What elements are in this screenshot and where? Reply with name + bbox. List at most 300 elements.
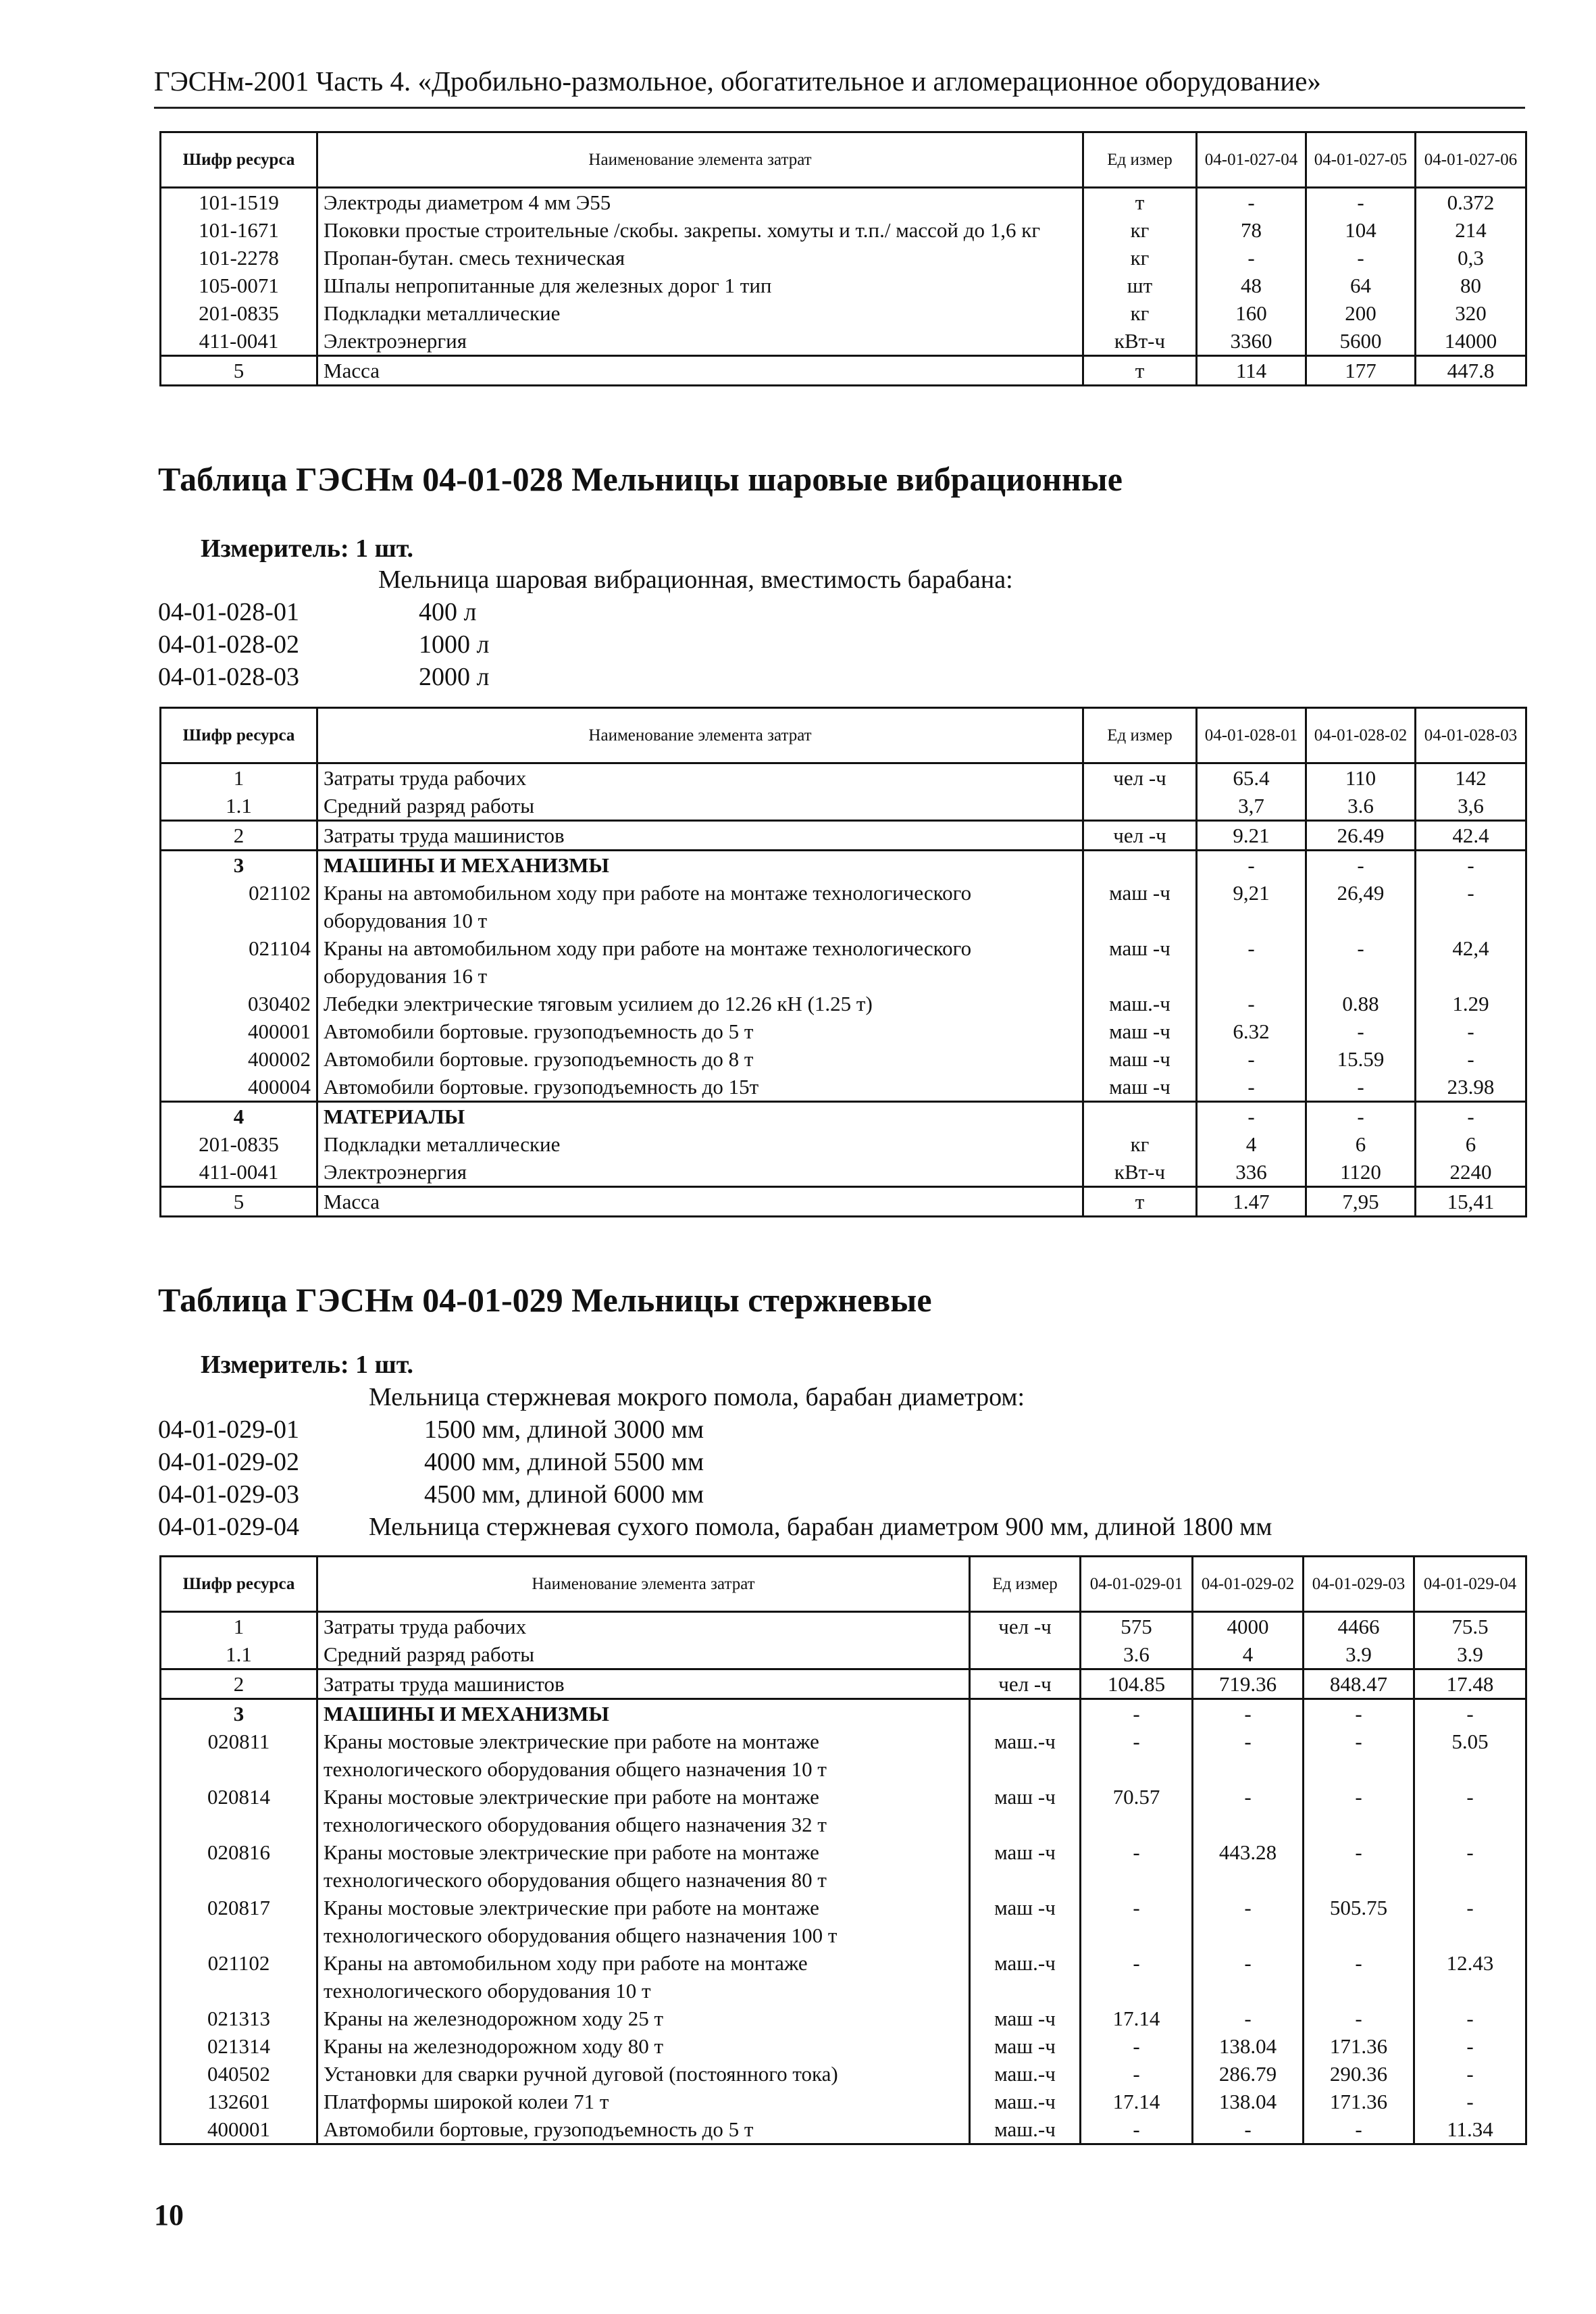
resource-name: Средний разряд работы	[317, 792, 1083, 821]
resource-name: Автомобили бортовые. грузоподъемность до 8 т	[317, 1045, 1083, 1073]
value-cell: 26.49	[1306, 821, 1416, 851]
column-header-variant: 04-01-029-01	[1081, 1557, 1193, 1612]
value-cell: -	[1414, 1783, 1526, 1838]
resource-unit: маш.-ч	[970, 2115, 1081, 2144]
variant-code: 04-01-029-04	[158, 1513, 299, 1541]
variant-desc: Мельница стержневая сухого помола, барабан диаметром 900 мм, длиной 1800 мм	[369, 1513, 1272, 1541]
resource-code: 411-0041	[161, 327, 317, 356]
variant-desc: 1500 мм, длиной 3000 мм	[424, 1415, 704, 1444]
value-cell: 6	[1306, 1130, 1416, 1158]
value-cell: 160	[1197, 299, 1306, 327]
column-header-name: Наименование элемента затрат	[317, 1557, 970, 1612]
table-row	[161, 299, 1526, 327]
column-header-variant: 04-01-028-02	[1306, 708, 1416, 763]
value-cell: 104	[1306, 216, 1416, 244]
value-cell: 171.36	[1304, 2088, 1414, 2115]
table-row	[161, 1949, 1526, 2005]
resource-unit: т	[1083, 1187, 1197, 1217]
resource-name: Краны мостовые электрические при работе на монтаже технологического оборудования общего назначения 80 т	[317, 1838, 970, 1894]
resource-name: Электроэнергия	[317, 327, 1083, 356]
column-header-variant: 04-01-028-01	[1197, 708, 1306, 763]
variant-code: 04-01-029-01	[158, 1415, 299, 1444]
value-cell: -	[1414, 2032, 1526, 2060]
column-header-code: Шифр ресурса	[161, 1557, 317, 1612]
variant-code: 04-01-029-02	[158, 1448, 299, 1476]
resource-name: Затраты труда рабочих	[317, 1612, 970, 1641]
value-cell: 3.9	[1414, 1640, 1526, 1669]
value-cell: -	[1197, 990, 1306, 1017]
table-row	[161, 1894, 1526, 1949]
resource-unit: маш -ч	[970, 1838, 1081, 1894]
resource-name: Автомобили бортовые. грузоподъемность до 15т	[317, 1073, 1083, 1102]
value-cell: -	[1414, 2060, 1526, 2088]
column-header-variant: 04-01-027-06	[1416, 132, 1526, 188]
resource-unit: маш -ч	[970, 1783, 1081, 1838]
value-cell: 1.47	[1197, 1187, 1306, 1217]
table-row	[161, 327, 1526, 356]
resource-unit	[970, 1640, 1081, 1669]
resource-code: 1.1	[161, 1640, 317, 1669]
variant-code: 04-01-028-02	[158, 630, 299, 659]
table-row	[161, 1699, 1526, 1728]
header-rule	[154, 107, 1525, 109]
value-cell: 0.88	[1306, 990, 1416, 1017]
resource-code: 101-1519	[161, 188, 317, 217]
value-cell: 443.28	[1193, 1838, 1304, 1894]
value-cell: 6	[1416, 1130, 1526, 1158]
value-cell: -	[1306, 851, 1416, 880]
resource-code: 5	[161, 356, 317, 386]
meter-label: Измеритель:	[201, 534, 349, 563]
value-cell: 3.6	[1081, 1640, 1193, 1669]
resource-name: Подкладки металлические	[317, 299, 1083, 327]
table-row	[161, 1102, 1526, 1131]
variant-code: 04-01-028-01	[158, 598, 299, 626]
resource-name: Затраты труда рабочих	[317, 763, 1083, 793]
value-cell: -	[1306, 188, 1416, 217]
value-cell: 23.98	[1416, 1073, 1526, 1102]
resource-unit: маш.-ч	[970, 1728, 1081, 1783]
value-cell: -	[1306, 1102, 1416, 1131]
value-cell: -	[1416, 1102, 1526, 1131]
value-cell: -	[1304, 1728, 1414, 1783]
resource-table-028	[159, 707, 1527, 1217]
resource-name: Затраты труда машинистов	[317, 1669, 970, 1699]
table-row	[161, 851, 1526, 880]
resource-name: Краны на железнодорожном ходу 25 т	[317, 2005, 970, 2032]
resource-code: 2	[161, 821, 317, 851]
value-cell: 575	[1081, 1612, 1193, 1641]
resource-code: 400004	[161, 1073, 317, 1102]
meter-line	[201, 1350, 413, 1380]
resource-code: 1.1	[161, 792, 317, 821]
resource-code: 1	[161, 763, 317, 793]
value-cell: 200	[1306, 299, 1416, 327]
value-cell: -	[1306, 934, 1416, 990]
value-cell: 138.04	[1193, 2088, 1304, 2115]
value-cell: 64	[1306, 272, 1416, 299]
value-cell: 1120	[1306, 1158, 1416, 1187]
value-cell: 2240	[1416, 1158, 1526, 1187]
value-cell: -	[1197, 188, 1306, 217]
resource-unit: маш.-ч	[970, 2060, 1081, 2088]
value-cell: 110	[1306, 763, 1416, 793]
table-row	[161, 1669, 1526, 1699]
resource-code: 132601	[161, 2088, 317, 2115]
resource-unit: т	[1083, 188, 1197, 217]
value-cell: -	[1197, 1102, 1306, 1131]
resource-name: Средний разряд работы	[317, 1640, 970, 1669]
column-header-unit: Ед измер	[1083, 132, 1197, 188]
column-header-unit: Ед измер	[970, 1557, 1081, 1612]
resource-unit: кг	[1083, 216, 1197, 244]
resource-code: 105-0071	[161, 272, 317, 299]
resource-code: 400001	[161, 1017, 317, 1045]
value-cell: -	[1197, 934, 1306, 990]
value-cell: -	[1081, 1728, 1193, 1783]
value-cell: 48	[1197, 272, 1306, 299]
resource-unit: маш.-ч	[1083, 990, 1197, 1017]
table-row	[161, 1728, 1526, 1783]
value-cell: 4	[1193, 1640, 1304, 1669]
value-cell: 3,7	[1197, 792, 1306, 821]
value-cell: 3,6	[1416, 792, 1526, 821]
value-cell: -	[1304, 1838, 1414, 1894]
variant-line	[158, 1415, 1509, 1446]
resource-code: 1	[161, 1612, 317, 1641]
table-row	[161, 244, 1526, 272]
table-row	[161, 763, 1526, 793]
value-cell: 177	[1306, 356, 1416, 386]
variant-line	[158, 662, 901, 693]
value-cell: 1.29	[1416, 990, 1526, 1017]
table-row	[161, 2060, 1526, 2088]
column-header-variant: 04-01-029-03	[1304, 1557, 1414, 1612]
value-cell: 286.79	[1193, 2060, 1304, 2088]
value-cell: -	[1304, 2005, 1414, 2032]
value-cell: -	[1193, 2115, 1304, 2144]
value-cell: -	[1193, 1783, 1304, 1838]
table-row	[161, 879, 1526, 934]
resource-unit: маш -ч	[970, 2032, 1081, 2060]
resource-unit: кг	[1083, 244, 1197, 272]
resource-code: 201-0835	[161, 299, 317, 327]
table-row	[161, 1783, 1526, 1838]
value-cell: -	[1304, 1949, 1414, 2005]
resource-name: Лебедки электрические тяговым усилием до 12.26 кН (1.25 т)	[317, 990, 1083, 1017]
value-cell: 15.59	[1306, 1045, 1416, 1073]
resource-unit: кг	[1083, 299, 1197, 327]
value-cell: -	[1197, 1073, 1306, 1102]
value-cell: 5.05	[1414, 1728, 1526, 1783]
resource-name: Электроэнергия	[317, 1158, 1083, 1187]
column-header-variant: 04-01-028-03	[1416, 708, 1526, 763]
resource-table-027	[159, 131, 1527, 386]
value-cell: -	[1197, 1045, 1306, 1073]
value-cell: -	[1416, 1045, 1526, 1073]
resource-code: 020811	[161, 1728, 317, 1783]
value-cell: -	[1306, 244, 1416, 272]
page-number: 10	[154, 2198, 184, 2232]
value-cell: -	[1414, 1894, 1526, 1949]
value-cell: -	[1414, 2088, 1526, 2115]
resource-unit: шт	[1083, 272, 1197, 299]
value-cell: 320	[1416, 299, 1526, 327]
meter-label: Измеритель:	[201, 1351, 349, 1379]
resource-code: 400001	[161, 2115, 317, 2144]
variant-desc: 4000 мм, длиной 5500 мм	[424, 1448, 704, 1476]
value-cell: 0,3	[1416, 244, 1526, 272]
table-header-row	[161, 132, 1526, 188]
resource-code: 411-0041	[161, 1158, 317, 1187]
column-header-variant: 04-01-029-04	[1414, 1557, 1526, 1612]
column-header-code: Шифр ресурса	[161, 708, 317, 763]
resource-name: Краны мостовые электрические при работе на монтаже технологического оборудования общего назначения 100 т	[317, 1894, 970, 1949]
resource-unit: маш.-ч	[970, 2088, 1081, 2115]
resource-code: 3	[161, 1699, 317, 1728]
variant-code: 04-01-029-03	[158, 1480, 299, 1509]
resource-table-029	[159, 1555, 1527, 2145]
resource-code: 021104	[161, 934, 317, 990]
value-cell: 70.57	[1081, 1783, 1193, 1838]
resource-code: 021102	[161, 879, 317, 934]
table-row	[161, 821, 1526, 851]
variant-code: 04-01-028-03	[158, 663, 299, 691]
table-row	[161, 272, 1526, 299]
table-row	[161, 1187, 1526, 1217]
column-header-code: Шифр ресурса	[161, 132, 317, 188]
resource-unit: маш -ч	[970, 2005, 1081, 2032]
variant-line	[158, 1480, 1509, 1511]
value-cell: 26,49	[1306, 879, 1416, 934]
meter-value: 1 шт.	[355, 1351, 414, 1379]
value-cell: 42,4	[1416, 934, 1526, 990]
table-row	[161, 2088, 1526, 2115]
resource-code: 030402	[161, 990, 317, 1017]
resource-code: 021102	[161, 1949, 317, 2005]
table-row	[161, 356, 1526, 386]
value-cell: 3.6	[1306, 792, 1416, 821]
table-title: Таблица ГЭСНм 04-01-028 Мельницы шаровые вибрационные	[158, 460, 1123, 498]
value-cell: -	[1416, 851, 1526, 880]
value-cell: -	[1304, 1699, 1414, 1728]
resource-code: 101-2278	[161, 244, 317, 272]
value-cell: -	[1193, 1949, 1304, 2005]
value-cell: 4000	[1193, 1612, 1304, 1641]
variant-desc: 2000 л	[419, 663, 490, 691]
table-row	[161, 1158, 1526, 1187]
value-cell: 75.5	[1414, 1612, 1526, 1641]
value-cell: -	[1414, 1699, 1526, 1728]
table-row	[161, 792, 1526, 821]
value-cell: 42.4	[1416, 821, 1526, 851]
meter-line	[201, 534, 413, 563]
resource-unit	[1083, 851, 1197, 880]
value-cell: -	[1197, 244, 1306, 272]
value-cell: 114	[1197, 356, 1306, 386]
value-cell: 17.14	[1081, 2088, 1193, 2115]
resource-name: Масса	[317, 1187, 1083, 1217]
column-header-variant: 04-01-027-04	[1197, 132, 1306, 188]
resource-name: Затраты труда машинистов	[317, 821, 1083, 851]
resource-name: Поковки простые строительные /скобы. закрепы. хомуты и т.п./ массой до 1,6 кг	[317, 216, 1083, 244]
resource-code: 2	[161, 1669, 317, 1699]
table-row	[161, 188, 1526, 217]
table-row	[161, 1612, 1526, 1641]
resource-code: 020817	[161, 1894, 317, 1949]
resource-unit: кг	[1083, 1130, 1197, 1158]
resource-code: 4	[161, 1102, 317, 1131]
value-cell: 3.9	[1304, 1640, 1414, 1669]
value-cell: 6.32	[1197, 1017, 1306, 1045]
value-cell: 0.372	[1416, 188, 1526, 217]
value-cell: -	[1304, 2115, 1414, 2144]
value-cell: 447.8	[1416, 356, 1526, 386]
resource-unit: чел -ч	[1083, 763, 1197, 793]
variant-line	[158, 630, 901, 661]
section-heading: МАТЕРИАЛЫ	[317, 1102, 1083, 1131]
value-cell: -	[1193, 2005, 1304, 2032]
table-header-row	[161, 708, 1526, 763]
value-cell: -	[1416, 879, 1526, 934]
resource-unit: чел -ч	[1083, 821, 1197, 851]
value-cell: -	[1414, 1838, 1526, 1894]
resource-unit	[1083, 1102, 1197, 1131]
resource-unit	[970, 1699, 1081, 1728]
value-cell: -	[1193, 1894, 1304, 1949]
value-cell: -	[1306, 1073, 1416, 1102]
table-row	[161, 2032, 1526, 2060]
variant-line	[158, 1447, 1509, 1478]
resource-code: 3	[161, 851, 317, 880]
column-header-variant: 04-01-029-02	[1193, 1557, 1304, 1612]
resource-name: Пропан-бутан. смесь техническая	[317, 244, 1083, 272]
resource-name: Краны на автомобильном ходу при работе на монтаже технологического оборудования 16 т	[317, 934, 1083, 990]
resource-name: Масса	[317, 356, 1083, 386]
resource-name: Краны на автомобильном ходу при работе на монтаже технологического оборудования 10 т	[317, 879, 1083, 934]
value-cell: 4466	[1304, 1612, 1414, 1641]
resource-name: Электроды диаметром 4 мм Э55	[317, 188, 1083, 217]
table-row	[161, 216, 1526, 244]
value-cell: -	[1414, 2005, 1526, 2032]
resource-code: 021314	[161, 2032, 317, 2060]
resource-unit: кВт-ч	[1083, 1158, 1197, 1187]
resource-unit: маш -ч	[1083, 1073, 1197, 1102]
resource-unit: маш.-ч	[970, 1949, 1081, 2005]
resource-unit: чел -ч	[970, 1612, 1081, 1641]
table-row	[161, 1073, 1526, 1102]
resource-code: 020816	[161, 1838, 317, 1894]
resource-code: 400002	[161, 1045, 317, 1073]
value-cell: 104.85	[1081, 1669, 1193, 1699]
value-cell: 78	[1197, 216, 1306, 244]
resource-unit: маш -ч	[1083, 934, 1197, 990]
value-cell: 15,41	[1416, 1187, 1526, 1217]
resource-unit: маш -ч	[1083, 879, 1197, 934]
value-cell: 171.36	[1304, 2032, 1414, 2060]
value-cell: -	[1081, 2032, 1193, 2060]
resource-name: Краны на железнодорожном ходу 80 т	[317, 2032, 970, 2060]
table-row	[161, 2115, 1526, 2144]
table-row	[161, 934, 1526, 990]
value-cell: 142	[1416, 763, 1526, 793]
value-cell: 138.04	[1193, 2032, 1304, 2060]
value-cell: -	[1081, 2115, 1193, 2144]
column-header-name: Наименование элемента затрат	[317, 132, 1083, 188]
value-cell: -	[1416, 1017, 1526, 1045]
variant-desc: 1000 л	[419, 630, 490, 659]
section-heading: МАШИНЫ И МЕХАНИЗМЫ	[317, 1699, 970, 1728]
value-cell: 9.21	[1197, 821, 1306, 851]
value-cell: 290.36	[1304, 2060, 1414, 2088]
table-row	[161, 990, 1526, 1017]
value-cell: 848.47	[1304, 1669, 1414, 1699]
resource-unit: маш -ч	[1083, 1017, 1197, 1045]
value-cell: -	[1304, 1783, 1414, 1838]
value-cell: 17.14	[1081, 2005, 1193, 2032]
value-cell: -	[1081, 1838, 1193, 1894]
value-cell: 336	[1197, 1158, 1306, 1187]
value-cell: -	[1193, 1699, 1304, 1728]
value-cell: 65.4	[1197, 763, 1306, 793]
table-row	[161, 1130, 1526, 1158]
value-cell: -	[1081, 1949, 1193, 2005]
resource-code: 020814	[161, 1783, 317, 1838]
value-cell: -	[1193, 1728, 1304, 1783]
value-cell: 214	[1416, 216, 1526, 244]
resource-name: Краны мостовые электрические при работе на монтаже технологического оборудования общего назначения 10 т	[317, 1728, 970, 1783]
value-cell: 719.36	[1193, 1669, 1304, 1699]
value-cell: 5600	[1306, 327, 1416, 356]
variant-line	[158, 597, 901, 628]
value-cell: 11.34	[1414, 2115, 1526, 2144]
variant-line	[158, 1512, 1509, 1543]
value-cell: 7,95	[1306, 1187, 1416, 1217]
value-cell: -	[1197, 851, 1306, 880]
resource-code: 5	[161, 1187, 317, 1217]
section-heading: МАШИНЫ И МЕХАНИЗМЫ	[317, 851, 1083, 880]
value-cell: -	[1081, 1699, 1193, 1728]
resource-name: Подкладки металлические	[317, 1130, 1083, 1158]
column-header-variant: 04-01-027-05	[1306, 132, 1416, 188]
value-cell: 9,21	[1197, 879, 1306, 934]
running-header: ГЭСНм-2001 Часть 4. «Дробильно-размольное, обогатительное и агломерационное оборудование»	[154, 66, 1321, 97]
value-cell: 505.75	[1304, 1894, 1414, 1949]
column-header-unit: Ед измер	[1083, 708, 1197, 763]
table-row	[161, 1017, 1526, 1045]
resource-unit	[1083, 792, 1197, 821]
resource-code: 101-1671	[161, 216, 317, 244]
resource-code: 021313	[161, 2005, 317, 2032]
value-cell: -	[1081, 2060, 1193, 2088]
resource-name: Краны на автомобильном ходу при работе на монтаже технологического оборудования 10 т	[317, 1949, 970, 2005]
variant-intro: Мельница шаровая вибрационная, вместимость барабана:	[378, 565, 1013, 594]
value-cell: 80	[1416, 272, 1526, 299]
value-cell: -	[1306, 1017, 1416, 1045]
meter-value: 1 шт.	[355, 534, 414, 563]
value-cell: 14000	[1416, 327, 1526, 356]
resource-name: Шпалы непропитанные для железных дорог 1 тип	[317, 272, 1083, 299]
table-row	[161, 1045, 1526, 1073]
value-cell: -	[1081, 1894, 1193, 1949]
resource-code: 201-0835	[161, 1130, 317, 1158]
variant-intro: Мельница стержневая мокрого помола, барабан диаметром:	[369, 1383, 1025, 1411]
resource-unit: маш -ч	[1083, 1045, 1197, 1073]
table-row	[161, 1838, 1526, 1894]
table-row	[161, 1640, 1526, 1669]
resource-code: 040502	[161, 2060, 317, 2088]
column-header-name: Наименование элемента затрат	[317, 708, 1083, 763]
